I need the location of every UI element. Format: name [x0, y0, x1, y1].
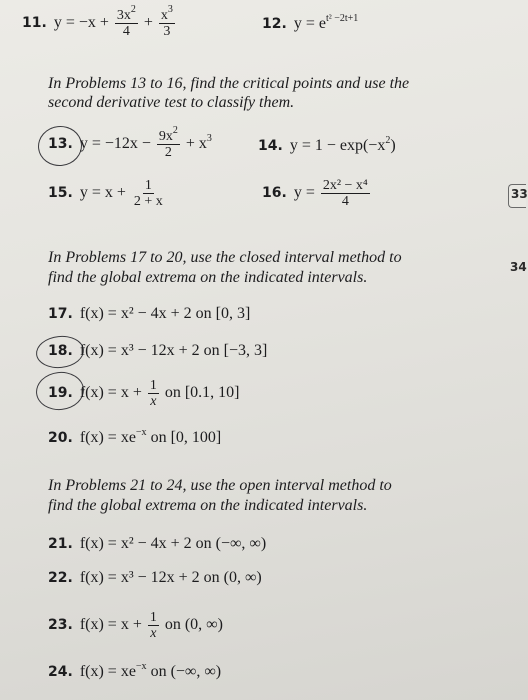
fraction: $\frac{3x^2}{4}$	[116, 4, 136, 39]
problem-16: 16. y = $\frac{\text{2x² − x⁴}}{4}$	[262, 178, 368, 209]
problem-14: 14. $y = 1 - \exp(-x^2)$	[258, 135, 396, 154]
fraction: $\frac{x^3}{3}$	[160, 4, 173, 39]
section-1-instruction-line-2: second derivative test to classify them.	[48, 94, 295, 111]
section-2-instruction-line-1: In Problems 17 to 20, use the closed interval method to	[48, 249, 402, 266]
problem-18: 18. f(x) = x³ − 12x + 2 on [−3, 3]	[48, 342, 268, 359]
problem-21: 21. f(x) = x² − 4x + 2 on (−∞, ∞)	[48, 535, 267, 552]
margin-number-33: 33	[511, 187, 528, 201]
problem-11: 11. y = −x + $\frac{3x^2}{4}$ + $\frac{x^3}{3}$	[22, 4, 173, 39]
problem-15: 15. y = x + $\frac{1}{2 + x}$	[48, 178, 163, 209]
fraction: $\frac{1}{x}$	[149, 610, 157, 641]
section-3-instruction-line-1: In Problems 21 to 24, use the open interval method to	[48, 477, 392, 494]
problem-22: 22. f(x) = x³ − 12x + 2 on (0, ∞)	[48, 569, 262, 586]
fraction: $\frac{\text{2x² − x⁴}}{4}$	[322, 178, 368, 209]
problem-12: 12. $y = e^{t^2 -2t+1}$	[262, 13, 359, 32]
section-2-instruction-line-2: find the global extrema on the indicated intervals.	[48, 269, 368, 286]
problem-23: 23. f(x) = x + $\frac{1}{x}$ on (0, ∞)	[48, 610, 223, 641]
problem-13: 13. y = −12x − $\frac{9x^2}{2}$ + $x^3$	[48, 125, 212, 160]
problem-20: 20. $f(x) = xe^{-x}$ on [0, 100]	[48, 427, 222, 446]
fraction: $\frac{1}{2 + x}$	[133, 178, 163, 209]
fraction: $\frac{1}{x}$	[149, 378, 157, 409]
fraction: $\frac{9x^2}{2}$	[158, 125, 178, 160]
margin-number-34: 34	[510, 260, 527, 274]
problem-19: 19. f(x) = x + $\frac{1}{x}$ on [0.1, 10]	[48, 378, 240, 409]
problem-24: 24. $f(x) = xe^{-x}$ on (−∞, ∞)	[48, 661, 222, 680]
section-3-instruction-line-2: find the global extrema on the indicated intervals.	[48, 497, 368, 514]
section-1-instruction-line-1: In Problems 13 to 16, find the critical points and use the	[48, 75, 410, 92]
problem-17: 17. f(x) = x² − 4x + 2 on [0, 3]	[48, 305, 251, 322]
